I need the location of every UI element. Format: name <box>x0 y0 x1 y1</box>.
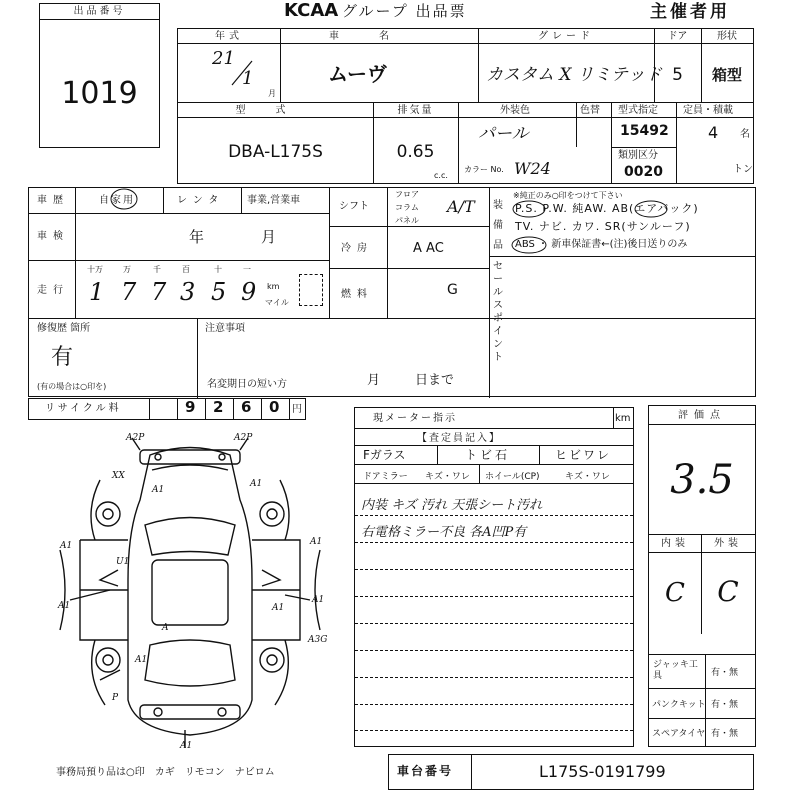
diagram-mark: U1 <box>116 557 130 567</box>
diagram-mark: A1 <box>272 603 285 613</box>
puncture-kit-value: 有・無 <box>711 700 739 710</box>
notes-label: 注意事項 <box>205 323 245 334</box>
diagram-mark: A1 <box>135 655 148 665</box>
meter-unit: km <box>615 413 631 424</box>
equipment-row-3: ABS ・ 新車保証書←(注)後日送りのみ <box>515 239 688 250</box>
kcaa-logo: KCAA <box>284 0 339 21</box>
history-label: 車歴 <box>37 195 69 206</box>
diagram-mark: A1 <box>310 537 323 547</box>
displacement-unit: c.c. <box>434 171 448 180</box>
mileage-digit: 5 <box>211 278 227 306</box>
diagram-mark: A1 <box>152 485 165 495</box>
mileage-digit: 3 <box>180 278 196 306</box>
recycle-unit: 円 <box>292 404 302 415</box>
diagram-mark: A2P <box>234 433 253 443</box>
repair-note: (有の場合は○印を) <box>37 382 107 391</box>
score-value: 3.5 <box>670 457 734 503</box>
color-change-label: 色替 <box>580 105 600 116</box>
diagram-mark: P <box>112 693 119 703</box>
mileage-digit: 7 <box>151 278 167 306</box>
shift-option-panel: パネル <box>395 216 419 225</box>
mileage-unit-100: 百 <box>182 265 190 274</box>
mileage-unit-1k: 千 <box>153 265 161 274</box>
car-damage-diagram <box>40 430 340 760</box>
lot-number-value: 1019 <box>61 76 138 111</box>
displacement-label: 排気量 <box>397 105 434 116</box>
score-section <box>648 405 756 747</box>
car-name-label: 車名 <box>329 31 429 42</box>
year-label: 年式 <box>215 31 243 42</box>
equipment-note: ※純正のみ○印をつけて下さい <box>513 191 623 200</box>
fuel-value: G <box>447 282 458 298</box>
lot-number-box <box>39 3 160 148</box>
inspector-wheel: ホイール(CP) <box>485 472 540 482</box>
shift-value: A/T <box>447 197 475 216</box>
history-option-private: 自家用 <box>99 195 135 206</box>
grade-value: カスタム X リミテッド <box>486 65 662 85</box>
recycle-digit: 0 <box>269 398 280 416</box>
mileage-digit: 7 <box>121 278 137 306</box>
inspection-year: 年 <box>189 228 205 246</box>
sales-point-label: セールスポイント <box>493 261 503 363</box>
lot-number-label: 出品番号 <box>73 6 126 17</box>
diagram-mark: A3G <box>308 635 328 645</box>
meter-label: 現メーター指示 <box>373 413 457 424</box>
month-value: 1 <box>242 68 254 89</box>
jack-label: ジャッキ工具 <box>653 660 698 681</box>
model-value: DBA-L175S <box>228 142 323 162</box>
recycle-digit: 9 <box>185 398 196 416</box>
equipment-row-1: P.S. P.W. 純AW. AB(エアバック) <box>515 202 699 215</box>
puncture-kit-label: パンクキット <box>652 700 706 710</box>
spare-tire-label: スペアタイヤ <box>652 729 706 739</box>
body-type-value: 箱型 <box>711 66 742 84</box>
color-no-value: W24 <box>514 159 551 178</box>
vehicle-info-grid <box>177 28 754 184</box>
organizer-label: 主催者用 <box>650 2 730 22</box>
inspector-scratch-2: キズ・ワレ <box>565 472 610 482</box>
exterior-score: C <box>717 575 739 608</box>
shift-label: シフト <box>339 201 369 212</box>
score-label: 評価点 <box>678 410 726 421</box>
chassis-value: L175S-0191799 <box>539 762 666 781</box>
month-suffix: 月 <box>268 89 276 98</box>
history-section <box>28 187 756 397</box>
grade-label: グレード <box>538 31 594 42</box>
capacity-unit: 名 <box>740 129 750 140</box>
inspector-door-mirror: ドアミラー <box>363 472 408 482</box>
exterior-color-value: パール <box>478 124 529 144</box>
diagram-mark: A1 <box>250 479 263 489</box>
year-value: 21 <box>212 48 235 69</box>
inspection-month: 月 <box>261 228 277 246</box>
interior-score: C <box>665 578 685 608</box>
class-label: 類別区分 <box>618 150 658 161</box>
mileage-unit-10: 十 <box>214 265 222 274</box>
aircon-label: 冷房 <box>341 243 373 254</box>
body-type-label: 形状 <box>717 31 737 42</box>
doors-label: ドア <box>667 31 688 42</box>
color-no-label: カラー No. <box>464 165 504 174</box>
spare-tire-value: 有・無 <box>711 729 739 739</box>
shift-option-floor: フロア <box>395 190 419 199</box>
name-change-day: 日まで <box>415 373 455 388</box>
equipment-label: 装備品 <box>493 200 503 251</box>
interior-label: 内装 <box>661 538 689 549</box>
exterior-color-label: 外装色 <box>500 105 530 116</box>
header <box>270 0 510 22</box>
office-note: 事務局預り品は○印 カギ リモコン ナビロム <box>56 767 275 778</box>
fuel-label: 燃料 <box>341 289 373 300</box>
recycle-fee-box <box>28 398 306 420</box>
mileage-unit-100k: 十万 <box>87 265 103 274</box>
history-option-business: 事業,営業車 <box>247 195 301 206</box>
capacity-label: 定員・積載 <box>683 105 733 116</box>
mileage-unit-10k: 万 <box>123 265 131 274</box>
shift-option-column: コラム <box>395 203 419 212</box>
diagram-mark: A1 <box>58 601 71 611</box>
recycle-label: リサイクル料 <box>45 403 122 414</box>
name-change-label: 名変期日の短い方 <box>207 379 287 390</box>
equipment-row-2: TV. ナビ. カワ. SR(サンルーフ) <box>515 220 691 233</box>
chassis-label: 車台番号 <box>397 764 454 778</box>
repair-label: 修復歴 箇所 <box>37 323 91 334</box>
inspector-scratch-1: キズ・ワレ <box>425 472 470 482</box>
exterior-label: 外装 <box>714 538 742 549</box>
diagram-mark: A1 <box>312 595 325 605</box>
diagram-mark: A1 <box>60 541 73 551</box>
jack-value: 有・無 <box>711 668 739 678</box>
type-spec-value: 15492 <box>620 123 669 139</box>
chassis-number-box <box>388 754 754 790</box>
recycle-digit: 2 <box>213 398 224 416</box>
inspector-chip: トビ石 <box>465 448 511 462</box>
class-value: 0020 <box>624 164 663 180</box>
name-change-month: 月 <box>367 373 381 388</box>
recycle-digit: 6 <box>241 398 252 416</box>
inspector-title: 【査定員記入】 <box>417 433 501 444</box>
mileage-label: 走行 <box>37 285 69 296</box>
mileage-km-label: km <box>267 282 280 291</box>
mileage-digit: 9 <box>241 278 257 306</box>
diagram-mark: A <box>162 623 169 633</box>
diagram-mark: A2P <box>126 433 145 443</box>
displacement-value: 0.65 <box>396 142 435 162</box>
history-option-rental: レンタ <box>177 195 225 206</box>
mile-checkbox <box>299 274 323 306</box>
type-spec-label: 型式指定 <box>618 105 658 116</box>
mileage-mile-label: マイル <box>265 298 289 307</box>
repair-value: 有 <box>51 345 74 370</box>
mileage-unit-1: 一 <box>243 265 251 274</box>
capacity-value: 4 <box>708 123 719 142</box>
doors-value: 5 <box>672 65 683 85</box>
inspector-comment-1: 内装 キズ 汚れ 天張シート汚れ <box>361 498 543 513</box>
aircon-value: A AC <box>413 241 444 256</box>
diagram-mark: A1 <box>180 741 193 751</box>
model-label: 型式 <box>235 105 316 116</box>
inspector-crack: ヒビワレ <box>555 448 612 462</box>
inspector-f-glass: Fガラス <box>363 448 406 462</box>
inspection-label: 車検 <box>37 231 69 242</box>
mileage-digit: 1 <box>89 278 105 306</box>
inspector-section <box>354 407 634 747</box>
form-title: グループ 出品票 <box>342 2 467 20</box>
diagram-mark: XX <box>112 471 125 481</box>
car-name-value: ムーヴ <box>328 62 387 86</box>
ton-unit: トン <box>733 164 753 175</box>
inspector-comment-2: 右電格ミラー不良 各A凹P有 <box>361 525 527 540</box>
